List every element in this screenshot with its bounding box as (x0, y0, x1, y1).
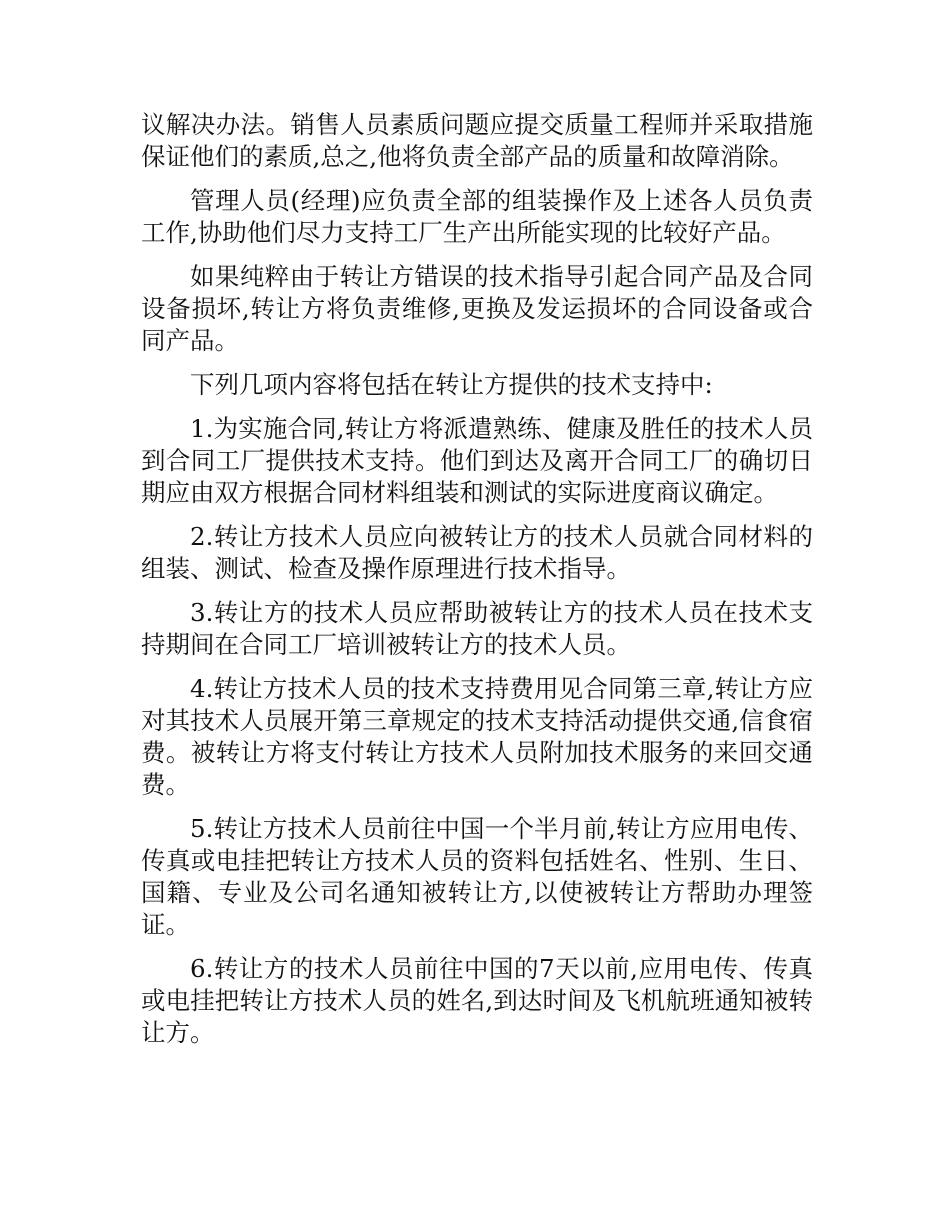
paragraph-item-5: 5.转让方技术人员前往中国一个半月前,转让方应用电传、传真或电挂把转让方技术人员的资料包括姓名、性别、生日、国籍、专业及公司名通知被转让方,以使被转让方帮助办理签证。 (141, 814, 813, 939)
paragraph-continuation: 议解决办法。销售人员素质问题应提交质量工程师并采取措施保证他们的素质,总之,他将负责全部产品的质量和故障消除。 (141, 110, 813, 171)
paragraph-item-6: 6.转让方的技术人员前往中国的7天以前,应用电传、传真或电挂把转让方技术人员的姓名,到达时间及飞机航班通知被转让方。 (141, 954, 813, 1047)
paragraph-item-4: 4.转让方技术人员的技术支持费用见合同第三章,转让方应对其技术人员展开第三章规定的技术支持活动提供交通,信食宿费。被转让方将支付转让方技术人员附加技术服务的来回交通费。 (141, 674, 813, 799)
paragraph-item-3: 3.转让方的技术人员应帮助被转让方的技术人员在技术支持期间在合同工厂培训被转让方的技术人员。 (141, 598, 813, 659)
document-body (141, 109, 813, 1061)
paragraph-manager-duties: 管理人员(经理)应负责全部的组装操作及上述各人员负责工作,协助他们尽力支持工厂生产出所能实现的比较好产品。 (141, 186, 813, 247)
paragraph-support-intro: 下列几项内容将包括在转让方提供的技术支持中: (190, 370, 713, 399)
paragraph-damage-liability: 如果纯粹由于转让方错误的技术指导引起合同产品及合同设备损坏,转让方将负责维修,更换及发运损坏的合同设备或合同产品。 (141, 262, 813, 355)
paragraph-item-1: 1.为实施合同,转让方将派遣熟练、健康及胜任的技术人员到合同工厂提供技术支持。他们到达及离开合同工厂的确切日期应由双方根据合同材料组装和测试的实际进度商议确定。 (141, 414, 813, 507)
paragraph-item-2: 2.转让方技术人员应向被转让方的技术人员就合同材料的组装、测试、检查及操作原理进行技术指导。 (141, 522, 813, 583)
